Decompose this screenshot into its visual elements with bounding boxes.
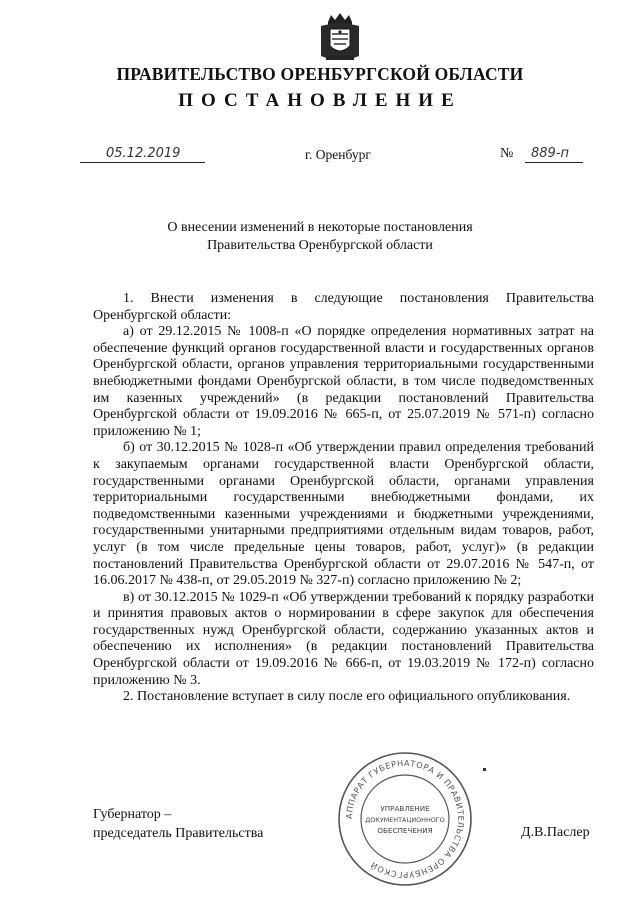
document-body xyxy=(93,291,594,706)
document-city: г. Оренбург xyxy=(305,147,371,162)
paragraph-1a: а) от 29.12.2015 № 1008-п «О порядке определения нормативных затрат на обеспечение функций органов государственной власти и государственных органов Оренбургской области, органов управления территориальными государственными внебюджетными фондами Оренбургской области, в том числе подведомственных им казенных учреждений» (в редакции постановлений Правительства Оренбургской области от 19.09.2016 № 665-п, от 25.07.2019 № 571-п) согласно приложению № 1; xyxy=(93,324,594,439)
ink-mark xyxy=(483,768,486,771)
subject-line-1: О внесении изменений в некоторые постановления xyxy=(167,220,473,235)
paragraph-1c: в) от 30.12.2015 № 1029-п «Об утверждении требований к порядку разработки и принятия правовых актов о нормировании в сфере закупок для обеспечения государственных нужд Оренбургской области, содержанию указанных актов и обеспечению их исполнения» (в редакции постановлений Правительства Оренбургской области от 19.09.2016 № 666-п, от 19.03.2019 № 172-п) согласно приложению № 3. xyxy=(93,589,594,688)
document-number-label: № xyxy=(500,146,514,161)
document-stamp xyxy=(336,750,474,888)
paragraph-1b: б) от 30.12.2015 № 1028-п «Об утверждении правил определения требований к закупаемым органами государственной власти Оренбургской области, государственными органами Оренбургской области, органами управления территориальными государственными внебюджетными фондами, их подведомственными казенными учреждениями и бюджетными учреждениями, государственными унитарными предприятиями отдельным видам товаров, работ, услуг (в том числе предельные цены товаров, работ, услуг)» (в редакции постановлений Правительства Оренбургской области от 29.07.2016 № 547-п, от 16.06.2017 № 438-п, от 29.05.2019 № 327-п) согласно приложению № 2; xyxy=(93,440,594,589)
signatory-title-line-1: Губернатор – xyxy=(93,807,172,822)
paragraph-2: 2. Постановление вступает в силу после его официального опубликования. xyxy=(123,689,571,705)
organization-title: ПРАВИТЕЛЬСТВО ОРЕНБУРГСКОЙ ОБЛАСТИ xyxy=(116,64,524,84)
signatory-name: Д.В.Паслер xyxy=(521,825,590,840)
document-number: 889-п xyxy=(525,146,583,163)
stamp-line-1: УПРАВЛЕНИЕ xyxy=(380,804,430,813)
coat-of-arms-icon xyxy=(318,12,362,64)
subject-line-2: Правительства Оренбургской области xyxy=(207,238,433,253)
stamp-line-2: ДОКУМЕНТАЦИОННОГО xyxy=(365,816,445,824)
signatory-title-line-2: председатель Правительства xyxy=(93,825,264,841)
stamp-outer-text: АППАРАТ ГУБЕРНАТОРА И ПРАВИТЕЛЬСТВА ОРЕНБУРГСКОЙ xyxy=(343,757,467,881)
paragraph-1: 1. Внести изменения в следующие постановления Правительства Оренбургской области: xyxy=(93,291,594,323)
document-subject xyxy=(0,219,640,255)
signatory-title xyxy=(93,806,263,843)
document-date: 05.12.2019 xyxy=(80,146,205,163)
stamp-line-3: ОБЕСПЕЧЕНИЯ xyxy=(377,826,433,835)
document-type: ПОСТАНОВЛЕНИЕ xyxy=(178,90,462,111)
